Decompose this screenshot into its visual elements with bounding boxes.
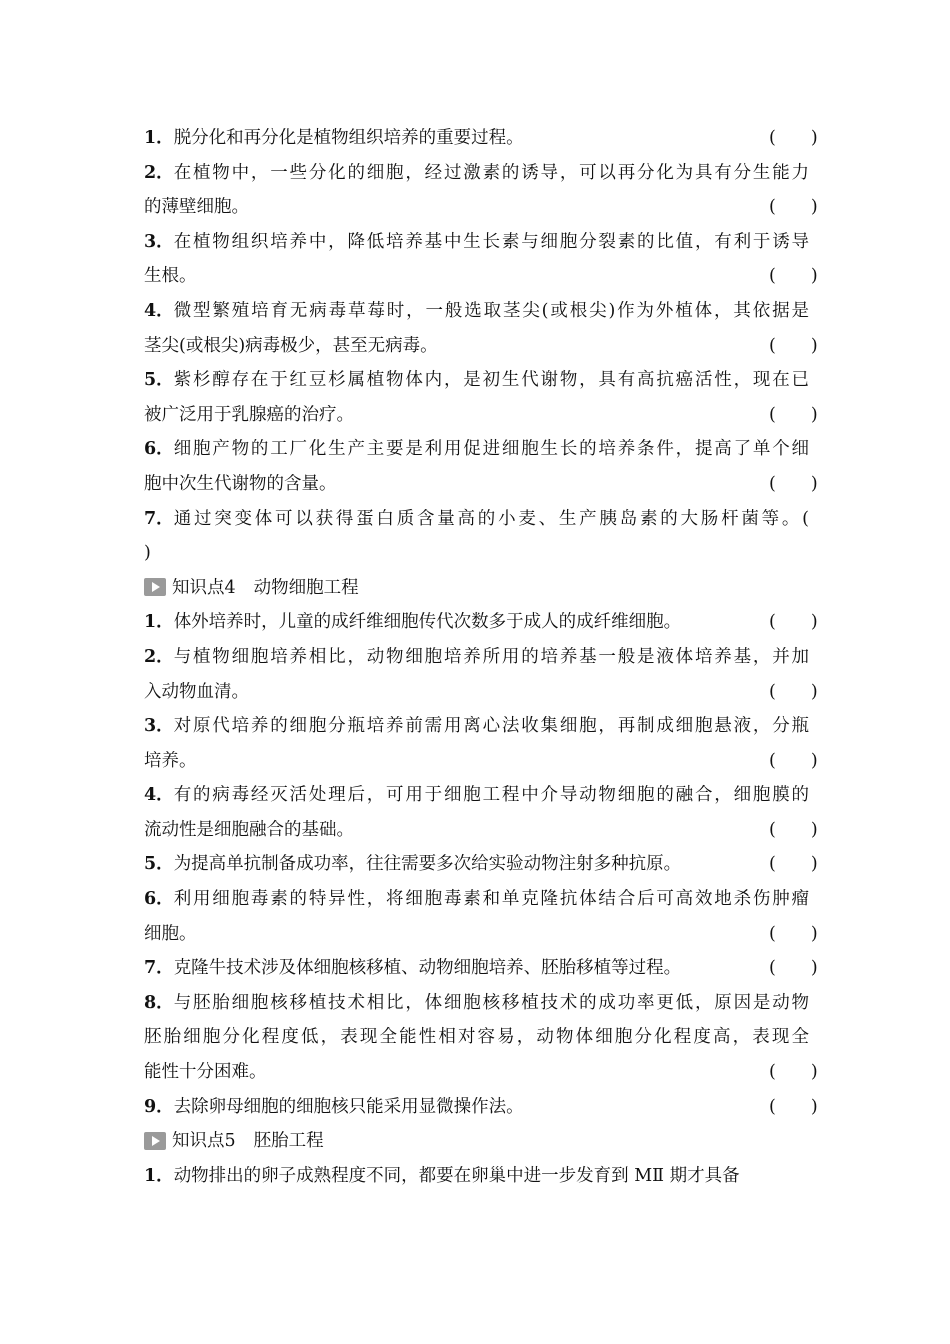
question-text: 通过突变体可以获得蛋白质含量高的小麦、生产胰岛素的大肠杆菌等。( [173, 508, 809, 529]
question-number: 5． [144, 854, 174, 875]
heading-prefix: 知识点 [172, 1131, 225, 1152]
answer-blank[interactable] [757, 1090, 818, 1125]
question-number: 7． [144, 508, 174, 529]
answer-blank-text: ( ) [769, 266, 818, 287]
question-item [144, 1090, 818, 1125]
question-text: 细胞产物的工厂化生产主要是利用促进细胞生长的培养条件，提高了单个细 [173, 439, 809, 460]
question-line [144, 605, 818, 640]
answer-blank-text: ( ) [769, 335, 818, 356]
answer-blank[interactable] [757, 951, 818, 986]
answer-blank-text: ( ) [769, 681, 818, 702]
question-item [144, 882, 818, 951]
answer-blank[interactable] [757, 329, 818, 364]
question-line [144, 432, 809, 467]
question-item [144, 951, 818, 986]
question-item [144, 225, 818, 294]
answer-blank[interactable] [757, 917, 818, 952]
question-text: 紫杉醇存在于红豆杉属植物体内，是初生代谢物，具有高抗癌活性，现在已 [173, 370, 809, 391]
answer-blank[interactable] [757, 467, 818, 502]
answer-blank-text: ( ) [769, 923, 818, 944]
question-item [144, 640, 818, 709]
question-text: 能性十分困难。 [144, 1062, 267, 1083]
heading-prefix: 知识点 [172, 577, 225, 598]
answer-blank-text: ( ) [769, 1096, 818, 1117]
question-number: 3． [144, 716, 174, 737]
question-number: 1． [144, 128, 174, 148]
answer-blank-text: ( ) [769, 1062, 818, 1083]
answer-blank[interactable] [757, 813, 818, 848]
question-item [144, 986, 818, 1090]
answer-blank-text: ( ) [769, 750, 818, 771]
question-line [144, 329, 818, 364]
question-item [144, 605, 818, 640]
answer-blank-text: ( ) [769, 819, 818, 840]
question-text: 生根。 [144, 266, 197, 287]
question-line [144, 502, 809, 537]
question-number: 1． [144, 612, 174, 633]
question-line [144, 778, 809, 813]
question-text: 入动物血清。 [144, 681, 249, 702]
answer-blank[interactable] [757, 675, 818, 710]
question-item [144, 778, 818, 847]
section-3-items [144, 121, 818, 571]
question-number: 8． [144, 992, 174, 1013]
question-line [144, 1055, 818, 1090]
question-text: 体外培养时，儿童的成纤维细胞传代次数多于成人的成纤维细胞。 [173, 612, 682, 633]
answer-blank-text: ( ) [769, 854, 818, 875]
question-line [144, 640, 809, 675]
answer-blank[interactable] [757, 398, 818, 433]
question-text: 胚胎细胞分化程度低，表现全能性相对容易，动物体细胞分化程度高，表现全 [144, 1027, 809, 1048]
question-number: 2． [144, 162, 174, 183]
question-item [144, 709, 818, 778]
question-text: 有的病毒经灭活处理后，可用于细胞工程中介导动物细胞的融合，细胞膜的 [173, 785, 809, 806]
question-text: 对原代培养的细胞分瓶培养前需用离心法收集细胞，再制成细胞悬液，分瓶 [173, 716, 809, 737]
question-number: 6． [144, 439, 174, 460]
question-line [144, 813, 818, 848]
question-text: 利用细胞毒素的特异性，将细胞毒素和单克隆抗体结合后可高效地杀伤肿瘤 [173, 889, 809, 910]
answer-blank-text: ( ) [769, 404, 818, 425]
answer-blank-text: ( ) [769, 958, 818, 979]
answer-blank-text: ( ) [769, 473, 818, 494]
question-line [144, 363, 809, 398]
document-body [144, 121, 818, 1193]
question-item [144, 363, 818, 432]
question-number: 2． [144, 646, 174, 667]
question-number: 4． [144, 785, 174, 806]
question-line [144, 675, 818, 710]
question-number: 1． [144, 1165, 174, 1186]
question-text: 茎尖(或根尖)病毒极少，甚至无病毒。 [144, 335, 438, 356]
question-text: 去除卵母细胞的细胞核只能采用显微操作法。 [173, 1096, 524, 1117]
question-item [144, 121, 818, 156]
question-number: 7． [144, 958, 174, 979]
question-text: 与植物细胞培养相比，动物细胞培养所用的培养基一般是液体培养基，并加 [173, 646, 809, 667]
question-item [144, 502, 809, 571]
question-number: 6． [144, 889, 174, 910]
question-line [144, 259, 818, 294]
question-line [144, 1090, 818, 1125]
play-icon [144, 1132, 166, 1150]
question-text: 动物排出的卵子成熟程度不同，都要在卵巢中进一步发育到 MⅡ 期才具备 [173, 1165, 740, 1186]
question-number: 5． [144, 370, 174, 391]
question-text: 在植物中，一些分化的细胞，经过激素的诱导，可以再分化为具有分生能力 [173, 162, 809, 183]
question-text: 的薄壁细胞。 [144, 197, 249, 218]
question-text: 胞中次生代谢物的含量。 [144, 473, 337, 494]
question-text: 培养。 [144, 750, 197, 771]
answer-blank[interactable] [757, 847, 818, 882]
answer-blank-text: ( ) [769, 128, 818, 148]
question-text: 被广泛用于乳腺癌的治疗。 [144, 404, 354, 425]
question-number: 3． [144, 231, 174, 252]
question-text: 在植物组织培养中，降低培养基中生长素与细胞分裂素的比值，有利于诱导 [173, 231, 809, 252]
question-line [144, 744, 818, 779]
question-line [144, 951, 818, 986]
question-line [144, 709, 809, 744]
question-line [144, 398, 818, 433]
question-item [144, 432, 818, 501]
question-number: 4． [144, 300, 174, 321]
heading-title: 胚胎工程 [253, 1131, 324, 1152]
question-line [144, 1159, 809, 1194]
section-4-items [144, 605, 818, 1124]
heading-number: 5 [224, 1131, 236, 1152]
question-text: 为提高单抗制备成功率，往往需要多次给实验动物注射多种抗原。 [173, 854, 682, 875]
section-5-items [144, 1159, 809, 1194]
answer-blank-text: ( ) [769, 197, 818, 218]
heading-number: 4 [224, 577, 236, 598]
section-4-heading [144, 571, 809, 606]
question-text: 与胚胎细胞核移植技术相比，体细胞核移植技术的成功率更低，原因是动物 [173, 992, 809, 1013]
question-text: 克隆牛技术涉及体细胞核移植、动物细胞培养、胚胎移植等过程。 [173, 958, 682, 979]
answer-blank[interactable] [757, 605, 818, 640]
question-text: 细胞。 [144, 923, 197, 944]
question-line [144, 847, 818, 882]
section-5-heading [144, 1124, 809, 1159]
answer-blank[interactable] [757, 744, 818, 779]
answer-blank[interactable] [757, 190, 818, 225]
question-item [144, 156, 818, 225]
answer-blank[interactable] [757, 121, 818, 156]
question-line [144, 190, 818, 225]
question-text: 脱分化和再分化是植物组织培养的重要过程。 [173, 128, 524, 148]
question-line [144, 882, 809, 917]
question-item [144, 847, 818, 882]
question-line [144, 121, 818, 156]
question-line [144, 467, 818, 502]
question-text: 流动性是细胞融合的基础。 [144, 819, 354, 840]
question-item [144, 1159, 809, 1194]
answer-blank[interactable] [757, 259, 818, 294]
question-line [144, 156, 809, 191]
question-text: 微型繁殖培育无病毒草莓时，一般选取茎尖(或根尖)作为外植体，其依据是 [173, 300, 809, 321]
question-line [144, 1020, 809, 1055]
answer-blank[interactable] [757, 1055, 818, 1090]
question-line [144, 294, 809, 329]
question-item [144, 294, 818, 363]
question-number: 9． [144, 1096, 174, 1117]
question-text: ) [144, 543, 151, 564]
play-icon [144, 578, 166, 596]
heading-title: 动物细胞工程 [253, 577, 359, 598]
question-line [144, 536, 809, 571]
question-line [144, 917, 818, 952]
answer-blank-text: ( ) [769, 612, 818, 633]
question-line [144, 986, 809, 1021]
question-line [144, 225, 809, 260]
